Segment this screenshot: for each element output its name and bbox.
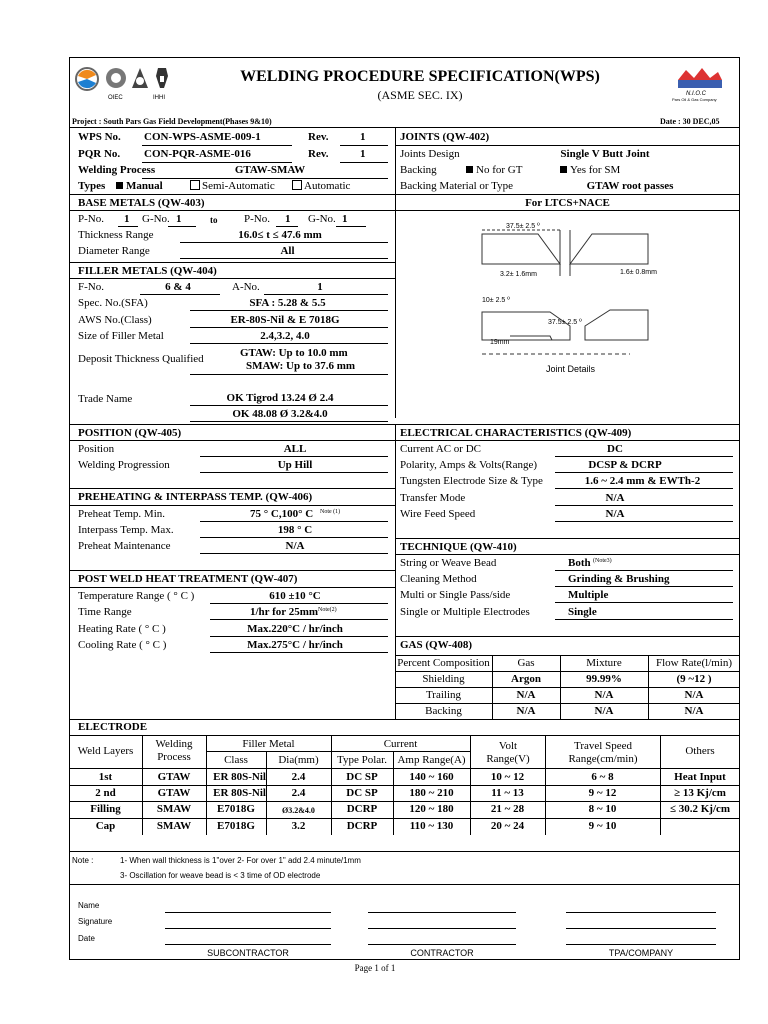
type-manual[interactable]: Manual xyxy=(116,180,163,193)
electrode-row-amp: 110 ~ 130 xyxy=(409,820,454,832)
progression-label: Welding Progression xyxy=(78,459,170,471)
document-title: WELDING PROCEDURE SPECIFICATION(WPS) xyxy=(240,68,600,85)
project-name: Project : South Pars Gas Field Development(Phases 9&10) xyxy=(72,117,272,126)
oiec-logo xyxy=(106,68,126,101)
unchecked-box-icon xyxy=(292,180,302,190)
electrode-row-process: SMAW xyxy=(156,803,192,815)
pass-value: Multiple xyxy=(568,589,609,601)
note-3: 3- Oscillation for weave bead is < 3 time of OD electrode xyxy=(120,871,321,880)
electrode-row-class: E7018G xyxy=(217,820,255,832)
electrode-row-process: GTAW xyxy=(157,771,191,783)
gas-row-label: Backing xyxy=(425,705,462,717)
type-automatic[interactable]: Automatic xyxy=(292,180,350,193)
tpa-date-line[interactable] xyxy=(566,944,716,945)
col-travel-speed: Travel Speed Range(cm/min) xyxy=(568,740,638,765)
electrode-row-others: ≤ 30.2 Kj/cm xyxy=(669,803,731,815)
pwht-heading: POST WELD HEAT TREATMENT (QW-407) xyxy=(78,573,298,585)
con-name-line[interactable] xyxy=(368,912,516,913)
electrode-row-type: DC SP xyxy=(346,771,378,783)
filler-heading: FILLER METALS (QW-404) xyxy=(78,265,217,277)
current-label: Current AC or DC xyxy=(400,443,481,455)
sub-sign-line[interactable] xyxy=(165,928,331,929)
document-date: Date : 30 DEC,05 xyxy=(660,117,720,126)
subcontractor-label: SUBCONTRACTOR xyxy=(207,948,289,958)
electrode-row-dia: 3.2 xyxy=(291,820,306,832)
backing-material-value: GTAW root passes xyxy=(586,180,674,192)
polarity-value: DCSP & DCRP xyxy=(588,459,662,471)
gas-col-composition: Percent Composition xyxy=(397,657,490,669)
electrode-row-dia: 2.4 xyxy=(291,787,306,799)
backing-sm[interactable]: Yes for SM xyxy=(560,164,620,177)
backing-gt[interactable]: No for GT xyxy=(466,164,522,177)
joint-details-figure xyxy=(460,216,657,386)
nioc-text: N.I.O.C xyxy=(686,91,707,97)
trade-value-1: OK Tigrod 13.24 Ø 2.4 xyxy=(226,392,334,404)
signature-label: Signature xyxy=(78,917,113,926)
unchecked-box-icon xyxy=(190,180,200,190)
preheat-min-value: 75 ° C,100° C xyxy=(250,508,314,520)
wps-value: CON-WPS-ASME-009-1 xyxy=(144,131,261,143)
rev2-label: Rev. xyxy=(308,148,329,160)
electrode-row-layer: 1st xyxy=(98,771,113,783)
size-value: 2.4,3.2, 4.0 xyxy=(260,330,310,342)
ihhi-text: IHHI xyxy=(153,95,165,101)
tank-logo xyxy=(132,68,148,88)
spec-value: SFA : 5.28 & 5.5 xyxy=(249,297,326,309)
string-label: String or Weave Bead xyxy=(400,557,497,569)
fno-label: F-No. xyxy=(78,281,104,293)
root-gap-text: 3.2± 1.6mm xyxy=(500,271,537,278)
col-welding-process: Welding Process xyxy=(155,738,193,763)
note-label: Note : xyxy=(72,856,94,865)
date-label: Date xyxy=(78,934,95,943)
col-type-polar: Type Polar. xyxy=(337,754,387,766)
position-heading: POSITION (QW-405) xyxy=(78,427,182,439)
tungsten-value: 1.6 ~ 2.4 mm & EWTh-2 xyxy=(584,475,701,487)
ihhi-logo xyxy=(153,68,168,101)
sub-name-line[interactable] xyxy=(165,912,331,913)
electrical-heading: ELECTRICAL CHARACTERISTICS (QW-409) xyxy=(400,427,632,439)
pqr-label: PQR No. xyxy=(78,148,121,160)
checked-box-icon xyxy=(466,166,473,173)
deposit-label: Deposit Thickness Qualified xyxy=(78,353,204,365)
base-metals-heading: BASE METALS (QW-403) xyxy=(78,197,205,209)
polarity-label: Polarity, Amps & Volts(Range) xyxy=(400,459,537,471)
tpa-name-line[interactable] xyxy=(566,912,716,913)
pwht-temp-label: Temperature Range ( ° C ) xyxy=(78,590,195,602)
col-amp-range: Amp Range(A) xyxy=(397,754,466,766)
electrode-row-others: Heat Input xyxy=(674,771,726,783)
electrode-row-process: SMAW xyxy=(156,820,192,832)
diameter-label: Diameter Range xyxy=(78,245,150,257)
con-sign-line[interactable] xyxy=(368,928,516,929)
electrode-row-dia: Ø3.2&4.0 xyxy=(282,806,315,815)
interpass-value: 198 ° C xyxy=(277,524,313,536)
gas-row-flow: N/A xyxy=(684,705,704,717)
electrodes-value: Single xyxy=(568,606,597,618)
wps-label: WPS No. xyxy=(78,131,121,143)
type-semi-automatic[interactable]: Semi-Automatic xyxy=(190,180,275,193)
cooling-rate-value: Max.275°C / hr/inch xyxy=(247,639,343,651)
pwht-time-value: 1/hr for 25mm xyxy=(250,606,319,618)
pno2-label: P-No. xyxy=(244,213,270,225)
gas-heading: GAS (QW-408) xyxy=(400,639,473,651)
tungsten-label: Tungsten Electrode Size & Type xyxy=(400,475,543,487)
electrode-row-type: DC SP xyxy=(346,787,378,799)
to-label: to xyxy=(210,215,218,225)
gas-row-gas: Argon xyxy=(511,673,541,685)
electrode-row-volt: 10 ~ 12 xyxy=(490,771,525,783)
pwht-time-label: Time Range xyxy=(78,606,132,618)
process-label: Welding Process xyxy=(78,164,156,176)
preheat-min-note: Note (1) xyxy=(320,509,341,515)
preheat-maintenance-value: N/A xyxy=(285,540,305,552)
progression-value: Up Hill xyxy=(277,459,313,471)
oiec-text: OIEC xyxy=(108,95,123,101)
gas-row-mixture: 99.99% xyxy=(586,673,622,685)
rev2-value: 1 xyxy=(360,148,366,160)
electrode-row-volt: 20 ~ 24 xyxy=(490,820,525,832)
gas-row-mixture: N/A xyxy=(594,689,614,701)
col-others: Others xyxy=(685,745,715,757)
gas-col-flow: Flow Rate(l/min) xyxy=(655,657,733,669)
electrode-row-type: DCRP xyxy=(346,803,378,815)
compound-angle-text: 10± 2.5 º xyxy=(482,297,510,304)
electrode-row-travel: 9 ~ 10 xyxy=(588,820,617,832)
pass-label: Multi or Single Pass/side xyxy=(400,589,511,601)
types-label: Types xyxy=(78,180,106,192)
gas-row-label: Shielding xyxy=(422,673,465,685)
depth-text: 19mm xyxy=(490,339,510,346)
rev1-label: Rev. xyxy=(308,131,329,143)
tpa-company-label: TPA/COMPANY xyxy=(608,948,674,958)
name-label: Name xyxy=(78,901,100,910)
col-class: Class xyxy=(224,754,248,766)
joints-design-label: Joints Design xyxy=(400,148,460,160)
electrode-row-amp: 140 ~ 160 xyxy=(409,771,454,783)
electrode-row-volt: 11 ~ 13 xyxy=(491,787,524,799)
electrode-row-volt: 21 ~ 28 xyxy=(490,803,525,815)
gno1-value: 1 xyxy=(176,213,182,225)
nioc-logo xyxy=(670,62,730,102)
trade-label: Trade Name xyxy=(78,393,133,405)
heating-rate-label: Heating Rate ( ° C ) xyxy=(78,623,166,635)
pwht-temp-value: 610 ±10 °C xyxy=(269,590,321,602)
technique-heading: TECHNIQUE (QW-410) xyxy=(400,541,517,553)
string-note: (Note3) xyxy=(593,558,612,564)
diameter-value: All xyxy=(280,245,295,257)
checked-box-icon xyxy=(116,182,123,189)
gas-row-gas: N/A xyxy=(516,689,536,701)
electrode-row-layer: Filling xyxy=(90,803,121,815)
document-subtitle: (ASME SEC. IX) xyxy=(377,88,463,102)
deposit-gtaw: GTAW: Up to 10.0 mm xyxy=(240,347,348,359)
fno-value: 6 & 4 xyxy=(165,281,191,293)
cleaning-value: Grinding & Brushing xyxy=(568,573,670,585)
electrode-row-amp: 180 ~ 210 xyxy=(409,787,454,799)
checked-box-icon xyxy=(560,166,567,173)
gas-col-gas: Gas xyxy=(517,657,535,669)
gas-col-mixture: Mixture xyxy=(586,657,622,669)
partner-logos xyxy=(74,62,184,102)
position-label: Position xyxy=(78,443,115,455)
joints-design-value: Single V Butt Joint xyxy=(560,148,650,160)
electrode-row-class: E7018G xyxy=(217,803,255,815)
deposit-smaw: SMAW: Up to 37.6 mm xyxy=(246,360,356,372)
electrode-row-others: ≥ 13 Kj/cm xyxy=(674,787,726,799)
gno1-label: G-No. xyxy=(142,213,170,225)
electrode-row-amp: 120 ~ 180 xyxy=(409,803,454,815)
joint-spec: For LTCS+NACE xyxy=(525,197,610,209)
ano-label: A-No. xyxy=(232,281,260,293)
transfer-value: N/A xyxy=(605,492,625,504)
electrode-row-layer: Cap xyxy=(95,820,116,832)
gas-row-label: Trailing xyxy=(425,689,462,701)
interpass-label: Interpass Temp. Max. xyxy=(78,524,174,536)
pno1-value: 1 xyxy=(124,213,130,225)
size-label: Size of Filler Metal xyxy=(78,330,164,342)
current-value: DC xyxy=(607,443,623,455)
tpa-sign-line[interactable] xyxy=(566,928,716,929)
gas-row-flow: (9 ~12 ) xyxy=(676,673,712,685)
gno2-value: 1 xyxy=(342,213,348,225)
nioc-sub-text: Pars Oil & Gas Company xyxy=(672,97,717,102)
electrode-row-dia: 2.4 xyxy=(291,771,306,783)
col-volt-range: Volt Range(V) xyxy=(486,740,530,765)
col-weld-layers: Weld Layers xyxy=(77,745,134,757)
cooling-rate-label: Cooling Rate ( ° C ) xyxy=(78,639,167,651)
electrode-row-layer: 2 nd xyxy=(95,787,116,799)
page-number: Page 1 of 1 xyxy=(354,963,396,973)
cleaning-label: Cleaning Method xyxy=(400,573,477,585)
col-dia: Dia(mm) xyxy=(278,754,319,766)
joint-details-caption: Joint Details xyxy=(546,364,596,374)
position-value: ALL xyxy=(283,443,307,455)
electrodes-label: Single or Multiple Electrodes xyxy=(400,606,530,618)
bevel-angle-b-text: 37.5± 2.5 º xyxy=(548,319,582,326)
col-filler-metal: Filler Metal xyxy=(242,738,295,750)
pwht-time-note: Note(2) xyxy=(318,607,337,613)
backing-material-label: Backing Material or Type xyxy=(400,180,513,192)
con-date-line[interactable] xyxy=(368,944,516,945)
gas-row-flow: N/A xyxy=(684,689,704,701)
electrode-row-travel: 6 ~ 8 xyxy=(591,771,614,783)
wire-feed-label: Wire Feed Speed xyxy=(400,508,476,520)
sub-date-line[interactable] xyxy=(165,944,331,945)
gas-row-mixture: N/A xyxy=(594,705,614,717)
ano-value: 1 xyxy=(317,281,323,293)
pqr-value: CON-PQR-ASME-016 xyxy=(144,148,251,160)
preheat-maintenance-label: Preheat Maintenance xyxy=(78,540,171,552)
electrode-row-process: GTAW xyxy=(157,787,191,799)
aws-value: ER-80S-Nil & E 7018G xyxy=(230,314,340,326)
rev1-value: 1 xyxy=(360,131,366,143)
electrode-heading: ELECTRODE xyxy=(78,721,148,733)
aws-label: AWS No.(Class) xyxy=(78,314,152,326)
electrode-row-type: DCRP xyxy=(346,820,378,832)
thickness-value: 16.0≤ t ≤ 47.6 mm xyxy=(238,229,322,241)
wire-feed-value: N/A xyxy=(605,508,625,520)
preheat-min-label: Preheat Temp. Min. xyxy=(78,508,166,520)
gas-row-gas: N/A xyxy=(516,705,536,717)
pno2-value: 1 xyxy=(285,213,291,225)
gno2-label: G-No. xyxy=(308,213,336,225)
thickness-label: Thickness Range xyxy=(78,229,154,241)
process-value: GTAW-SMAW xyxy=(234,164,306,176)
contractor-label: CONTRACTOR xyxy=(410,948,474,958)
trade-value-2: OK 48.08 Ø 3.2&4.0 xyxy=(232,408,328,420)
joints-heading: JOINTS (QW-402) xyxy=(400,131,490,143)
electrode-row-class: ER 80S-Nil xyxy=(213,787,266,799)
root-face-text: 1.6± 0.8mm xyxy=(620,269,657,276)
logo-strip xyxy=(74,62,184,102)
backing-label: Backing xyxy=(400,164,437,176)
col-current: Current xyxy=(383,738,418,750)
note-1-2: 1- When wall thickness is 1"over 2- For over 1" add 2.4 minute/1mm xyxy=(120,856,361,865)
bevel-angle-text: 37.5± 2.5 º xyxy=(506,223,540,230)
pno1-label: P-No. xyxy=(78,213,104,225)
electrode-row-class: ER 80S-Nil xyxy=(213,771,266,783)
circle-logo xyxy=(76,68,98,90)
heating-rate-value: Max.220°C / hr/inch xyxy=(247,623,343,635)
transfer-label: Transfer Mode xyxy=(400,492,466,504)
string-value: Both xyxy=(568,557,591,569)
electrode-row-travel: 8 ~ 10 xyxy=(588,803,617,815)
preheat-heading: PREHEATING & INTERPASS TEMP. (QW-406) xyxy=(78,491,313,503)
spec-label: Spec. No.(SFA) xyxy=(78,297,148,309)
electrode-row-travel: 9 ~ 12 xyxy=(588,787,617,799)
